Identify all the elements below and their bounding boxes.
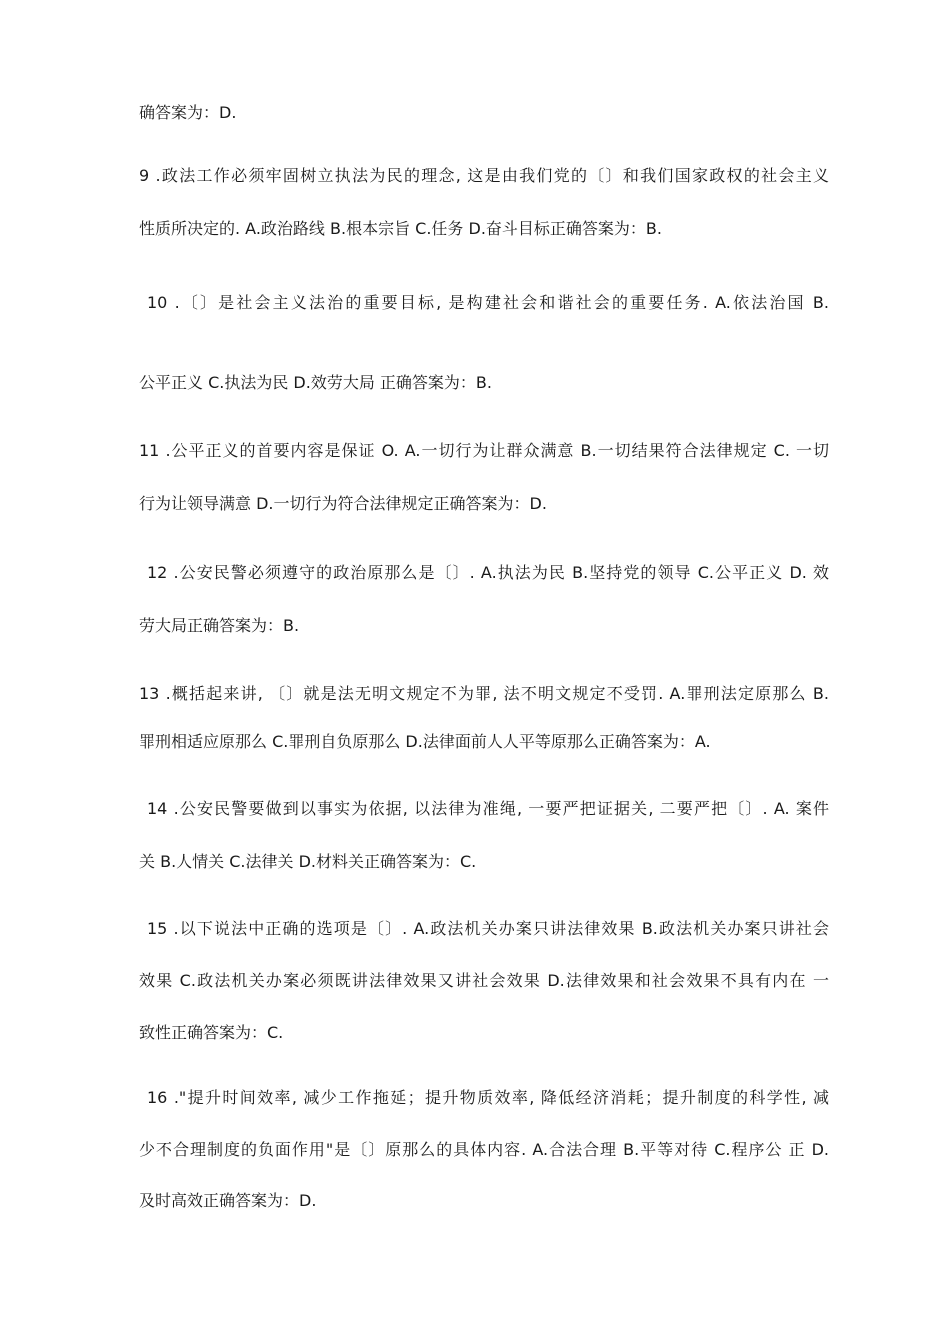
- text-line: 确答案为：D.: [139, 103, 237, 122]
- question-10-line-1: 10 .〔〕是社会主义法治的重要目标, 是构建社会和谐社会的重要任务. A.依法治国 B.: [147, 293, 829, 312]
- question-10-line-2: 公平正义 C.执法为民 D.效劳大局 正确答案为：B.: [139, 373, 492, 392]
- question-13-line-2: 罪刑相适应原那么 C.罪刑自负原那么 D.法律面前人人平等原那么正确答案为：A.: [139, 732, 711, 751]
- question-15-line-1: 15 .以下说法中正确的选项是〔〕. A.政法机关办案只讲法律效果 B.政法机关办案只讲社会: [147, 919, 829, 938]
- question-12-line-1: 12 .公安民警必须遵守的政治原那么是〔〕. A.执法为民 B.坚持党的领导 C.公平正义 D. 效: [147, 563, 829, 582]
- question-16-line-3: 及时高效正确答案为：D.: [139, 1191, 317, 1210]
- question-16-line-2: 少不合理制度的负面作用"是〔〕原那么的具体内容. A.合法合理 B.平等对待 C.程序公 正 D.: [139, 1140, 829, 1159]
- question-14-line-1: 14 .公安民警要做到以事实为依据, 以法律为准绳, 一要严把证据关, 二要严把〔〕. A. 案件: [147, 799, 829, 818]
- question-16-line-1: 16 ."提升时间效率, 减少工作拖延；提升物质效率, 降低经济消耗；提升制度的科学性, 减: [147, 1088, 829, 1107]
- question-9-line-1: 9 .政法工作必须牢固树立执法为民的理念, 这是由我们党的〔〕和我们国家政权的社会主义: [139, 166, 829, 185]
- question-11-line-1: 11 .公平正义的首要内容是保证 O. A.一切行为让群众满意 B.一切结果符合法律规定 C. 一切: [139, 441, 829, 460]
- question-12-line-2: 劳大局正确答案为：B.: [139, 616, 300, 635]
- question-9-line-2: 性质所决定的. A.政治路线 B.根本宗旨 C.任务 D.奋斗目标正确答案为：B.: [139, 219, 662, 238]
- question-15-line-2: 效果 C.政法机关办案必须既讲法律效果又讲社会效果 D.法律效果和社会效果不具有内在 一: [139, 971, 829, 990]
- question-14-line-2: 关 B.人情关 C.法律关 D.材料关正确答案为：C.: [139, 852, 477, 871]
- question-15-line-3: 致性正确答案为：C.: [139, 1023, 284, 1042]
- question-13-line-1: 13 .概括起来讲, 〔〕就是法无明文规定不为罪, 法不明文规定不受罚. A.罪刑法定原那么 B.: [139, 684, 829, 703]
- question-11-line-2: 行为让领导满意 D.一切行为符合法律规定正确答案为：D.: [139, 494, 547, 513]
